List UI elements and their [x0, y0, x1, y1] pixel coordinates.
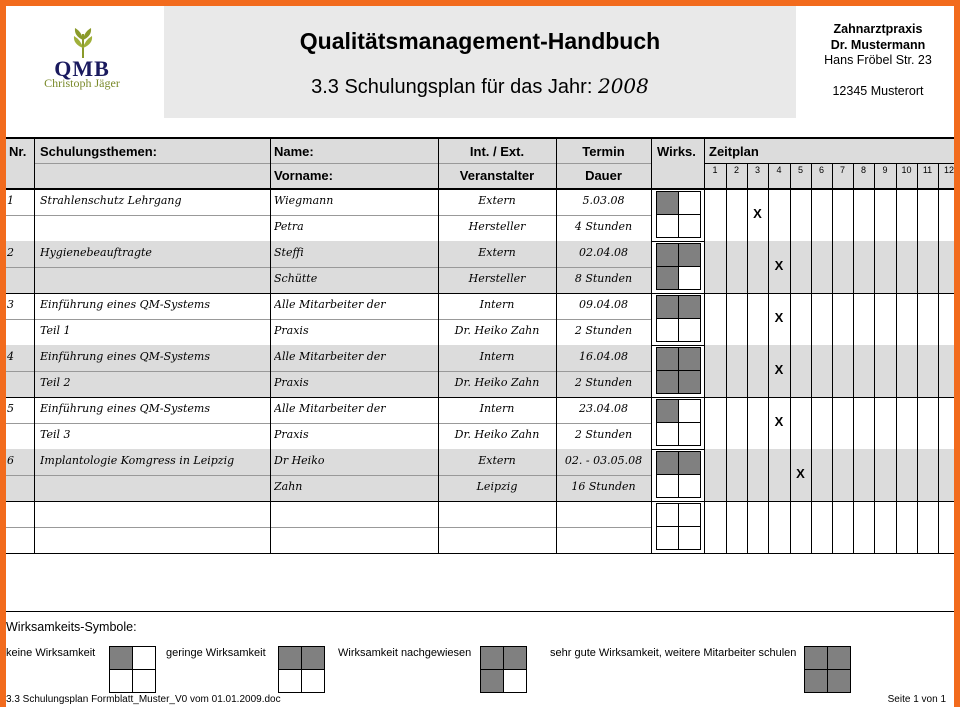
schedule-mark: X — [753, 206, 762, 221]
effectiveness-cell — [678, 243, 701, 267]
row-topic: Hygienebeauftragte — [40, 246, 152, 259]
row-name: Alle Mitarbeiter der — [274, 350, 386, 363]
header-mid-line — [34, 163, 651, 164]
row-divider — [6, 215, 651, 216]
row-topic: Einführung eines QM-Systems — [40, 298, 211, 311]
row-int-ext: Intern — [479, 402, 515, 415]
practice-address — [796, 6, 960, 118]
month-line — [853, 163, 854, 553]
row-divider — [6, 423, 651, 424]
effectiveness-cell — [678, 214, 701, 238]
logo-wordmark: QMB — [54, 56, 110, 81]
row-duration: 8 Stunden — [574, 272, 633, 285]
column-line — [270, 137, 271, 553]
row-organizer: Dr. Heiko Zahn — [454, 324, 540, 337]
legend-symbol-cell — [827, 669, 851, 693]
row-topic-part: Teil 3 — [40, 428, 71, 441]
row-topic-part: Teil 2 — [40, 376, 71, 389]
month-line — [790, 163, 791, 553]
legend-symbol-cell — [480, 669, 504, 693]
row-topic-part: Teil 1 — [40, 324, 71, 337]
month-line — [938, 163, 939, 553]
legend-symbol-cell — [503, 669, 527, 693]
row-firstname: Zahn — [274, 480, 303, 493]
month-4: 4 — [776, 165, 782, 175]
row-divider — [6, 527, 651, 528]
practice-name: Zahnarztpraxis — [833, 22, 923, 36]
row-date: 23.04.08 — [579, 402, 628, 415]
city: 12345 Musterort — [832, 84, 924, 98]
plan-year: 2008 — [597, 74, 649, 98]
footer-filename: 3.3 Schulungsplan Formblatt_Muster_V0 vom 01.01.2009.doc — [6, 694, 281, 705]
effectiveness-cell — [656, 370, 679, 394]
row-name: Alle Mitarbeiter der — [274, 298, 386, 311]
legend-symbol-cell — [109, 646, 133, 670]
row-nr: 3 — [7, 298, 14, 311]
doctor-name: Dr. Mustermann — [830, 38, 926, 52]
month-2: 2 — [733, 165, 739, 175]
row-divider — [6, 371, 651, 372]
month-8: 8 — [860, 165, 866, 175]
effectiveness-cell — [656, 214, 679, 238]
row-int-ext: Intern — [479, 298, 515, 311]
block-divider — [6, 293, 960, 294]
row-duration: 2 Stunden — [574, 376, 633, 389]
legend-divider — [6, 611, 960, 612]
row-name: Wiegmann — [274, 194, 334, 207]
effectiveness-cell — [656, 474, 679, 498]
header-topic: Schulungsthemen: — [40, 144, 158, 159]
legend-symbol-cell — [278, 646, 302, 670]
legend-title: Wirksamkeits-Symbole: — [6, 620, 137, 634]
row-duration: 2 Stunden — [574, 428, 633, 441]
row-organizer: Dr. Heiko Zahn — [454, 428, 540, 441]
legend-symbol-cell — [480, 646, 504, 670]
effectiveness-cell — [678, 526, 701, 550]
effectiveness-cell — [678, 503, 701, 527]
month-7: 7 — [839, 165, 845, 175]
effectiveness-cell — [656, 451, 679, 475]
legend-symbol-cell — [132, 669, 156, 693]
month-line — [896, 163, 897, 553]
row-duration: 4 Stunden — [574, 220, 633, 233]
logo-name: Christoph Jäger — [44, 76, 120, 90]
month-9: 9 — [882, 165, 888, 175]
header-termin: Termin — [582, 144, 625, 159]
schedule-mark: X — [774, 310, 784, 325]
effectiveness-cell — [678, 474, 701, 498]
effectiveness-cell — [678, 191, 701, 215]
row-name: Dr Heiko — [274, 454, 325, 467]
effectiveness-cell — [656, 399, 679, 423]
row-date: 02. - 03.05.08 — [564, 454, 643, 467]
legend-symbol-cell — [503, 646, 527, 670]
effectiveness-cell — [656, 347, 679, 371]
effectiveness-cell — [656, 503, 679, 527]
legend-symbol-cell — [827, 646, 851, 670]
effectiveness-cell — [678, 399, 701, 423]
effectiveness-cell — [656, 295, 679, 319]
title-box — [164, 6, 796, 118]
row-date: 5.03.08 — [582, 194, 625, 207]
row-int-ext: Intern — [479, 350, 515, 363]
row-divider — [6, 267, 651, 268]
plan-subtitle — [164, 74, 796, 99]
effectiveness-cell — [678, 347, 701, 371]
month-line — [768, 163, 769, 553]
row-nr: 4 — [7, 350, 14, 363]
legend-symbol-cell — [109, 669, 133, 693]
header-bottom-line — [6, 188, 960, 190]
legend-symbol-cell — [804, 646, 828, 670]
month-line — [917, 163, 918, 553]
month-5: 5 — [797, 165, 803, 175]
month-12: 12 — [943, 165, 954, 175]
legend-symbol-cell — [301, 646, 325, 670]
wheat-icon — [68, 26, 98, 58]
row-date: 16.04.08 — [579, 350, 628, 363]
row-nr: 1 — [7, 194, 14, 207]
legend-symbol-cell — [132, 646, 156, 670]
block-divider — [6, 553, 960, 554]
column-line — [651, 137, 652, 553]
row-date: 02.04.08 — [579, 246, 628, 259]
row-firstname: Praxis — [274, 376, 309, 389]
header-dauer: Dauer — [585, 168, 622, 183]
header-wirks: Wirks. — [657, 144, 696, 159]
month-line — [832, 163, 833, 553]
month-line — [874, 163, 875, 553]
column-line — [34, 137, 35, 553]
handbook-title: Qualitätsmanagement-Handbuch — [299, 28, 661, 54]
legend-label: geringe Wirksamkeit — [166, 647, 266, 659]
row-name: Alle Mitarbeiter der — [274, 402, 386, 415]
row-topic: Implantologie Komgress in Leipzig — [40, 454, 235, 467]
header-int-ext: Int. / Ext. — [469, 144, 525, 159]
effectiveness-cell — [656, 526, 679, 550]
row-nr: 2 — [7, 246, 14, 259]
legend-label: keine Wirksamkeit — [6, 647, 96, 659]
row-topic: Strahlenschutz Lehrgang — [40, 194, 182, 207]
effectiveness-cell — [678, 370, 701, 394]
row-nr: 5 — [7, 402, 14, 415]
block-divider — [6, 397, 960, 398]
street: Hans Fröbel Str. 23 — [824, 53, 932, 67]
row-int-ext: Extern — [478, 246, 516, 259]
legend-label: Wirksamkeit nachgewiesen — [338, 647, 472, 659]
effectiveness-cell — [678, 451, 701, 475]
row-duration: 2 Stunden — [574, 324, 633, 337]
legend-symbol-cell — [301, 669, 325, 693]
company-logo — [6, 6, 164, 118]
block-divider — [6, 501, 960, 502]
row-topic: Einführung eines QM-Systems — [40, 402, 211, 415]
row-nr: 6 — [7, 454, 14, 467]
row-firstname: Praxis — [274, 428, 309, 441]
column-line — [438, 137, 439, 553]
month-11: 11 — [922, 165, 933, 175]
effectiveness-cell — [678, 266, 701, 290]
effectiveness-cell — [656, 243, 679, 267]
month-line — [747, 163, 748, 553]
legend-symbol-cell — [278, 669, 302, 693]
effectiveness-cell — [656, 318, 679, 342]
row-int-ext: Extern — [478, 194, 516, 207]
row-organizer: Hersteller — [468, 272, 526, 285]
schedule-mark: X — [796, 466, 805, 481]
row-topic: Einführung eines QM-Systems — [40, 350, 211, 363]
legend-symbol-cell — [804, 669, 828, 693]
schedule-mark: X — [774, 414, 784, 429]
row-organizer: Dr. Heiko Zahn — [454, 376, 540, 389]
month-1: 1 — [712, 165, 718, 175]
header-zeitplan: Zeitplan — [709, 144, 759, 159]
column-line — [556, 137, 557, 553]
schedule-mark: X — [774, 362, 784, 377]
schedule-mark: X — [774, 258, 784, 273]
month-10: 10 — [901, 165, 912, 175]
row-divider — [6, 475, 651, 476]
header-organizer: Veranstalter — [459, 168, 535, 183]
header-nr: Nr. — [9, 144, 27, 159]
effectiveness-cell — [678, 422, 701, 446]
footer-page: Seite 1 von 1 — [887, 694, 946, 705]
row-firstname: Petra — [274, 220, 304, 233]
row-divider — [6, 319, 651, 320]
effectiveness-cell — [656, 422, 679, 446]
table-top-line — [6, 137, 960, 139]
row-int-ext: Extern — [478, 454, 516, 467]
effectiveness-cell — [678, 318, 701, 342]
row-date: 09.04.08 — [579, 298, 628, 311]
header-firstname: Vorname: — [274, 168, 333, 183]
effectiveness-cell — [678, 295, 701, 319]
row-firstname: Schütte — [274, 272, 318, 285]
month-line — [726, 163, 727, 553]
row-organizer: Leipzig — [476, 480, 518, 493]
month-3: 3 — [754, 165, 760, 175]
legend-label: sehr gute Wirksamkeit, weitere Mitarbeiter schulen — [550, 647, 797, 659]
month-6: 6 — [818, 165, 824, 175]
subtitle-text: 3.3 Schulungsplan für das Jahr: — [311, 76, 598, 98]
effectiveness-cell — [656, 191, 679, 215]
header-name: Name: — [274, 144, 314, 159]
row-firstname: Praxis — [274, 324, 309, 337]
row-organizer: Hersteller — [468, 220, 526, 233]
row-duration: 16 Stunden — [571, 480, 636, 493]
column-line — [704, 137, 705, 553]
effectiveness-cell — [656, 266, 679, 290]
month-line — [811, 163, 812, 553]
row-name: Steffi — [274, 246, 304, 259]
